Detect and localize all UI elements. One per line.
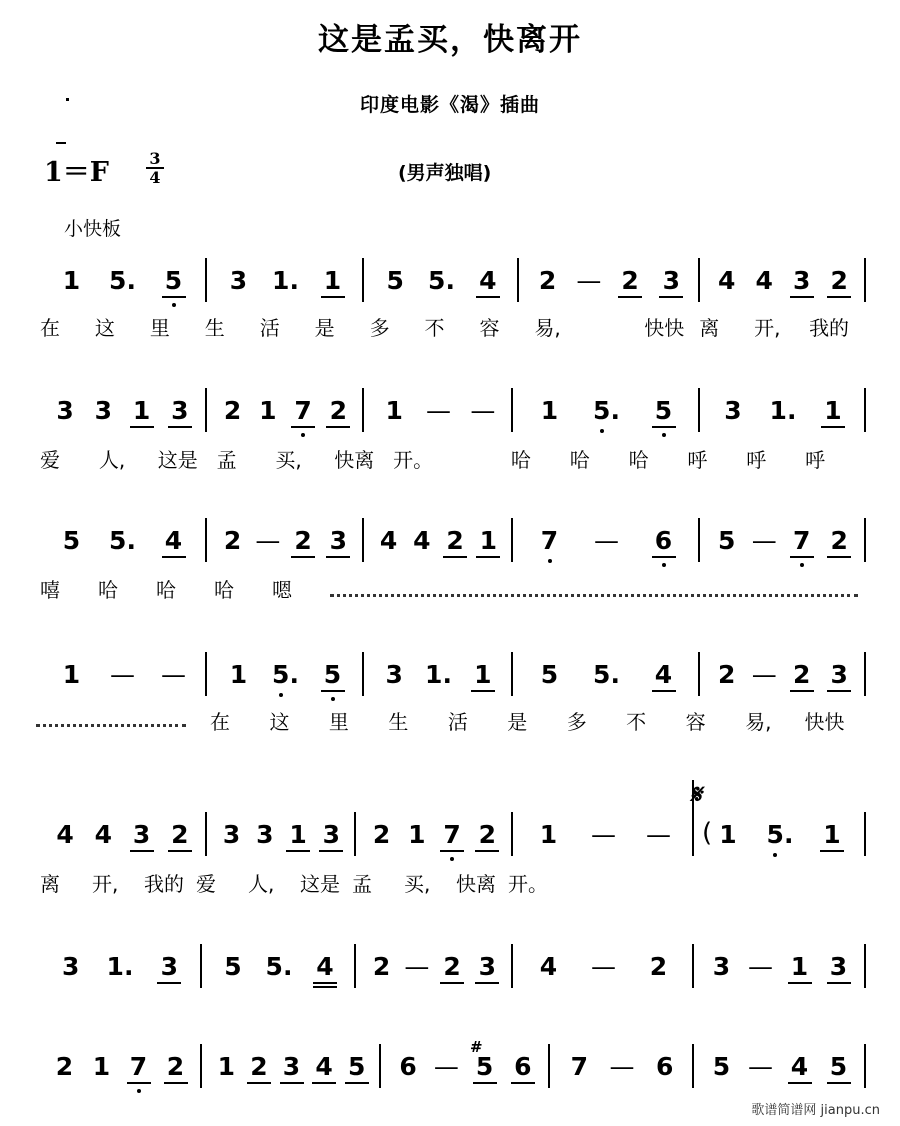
note: 3 [160, 952, 179, 981]
note: 1 [823, 820, 841, 849]
eighth-underline [168, 426, 192, 428]
bar-line [548, 1044, 550, 1088]
eighth-underline [286, 850, 310, 852]
bar-line [362, 518, 364, 562]
lyric-text: 快离 [334, 448, 375, 472]
note: 1 [790, 952, 809, 981]
dash-note: — [110, 660, 135, 689]
dash-note: — [748, 952, 773, 981]
note: 5 [164, 266, 183, 295]
note: 7 [294, 396, 312, 425]
note: 1 [540, 396, 559, 425]
dash-note: — [751, 660, 777, 689]
lower-octave-dot [600, 429, 604, 433]
lyric-text: 这 [269, 710, 290, 734]
eighth-underline [790, 556, 814, 558]
eighth-underline [443, 556, 467, 558]
note: 1 [474, 660, 492, 689]
note: 5 [323, 660, 342, 689]
eighth-underline [473, 1082, 497, 1084]
lyric-text: 不 [626, 710, 647, 734]
dash-note: — [161, 660, 186, 689]
note: 5. [766, 820, 794, 849]
lyric-text: 哈 [510, 448, 531, 472]
note: 1 [824, 396, 842, 425]
bar-line [698, 388, 700, 432]
eighth-underline [345, 1082, 369, 1084]
lyric-text: 嗯 [272, 578, 292, 602]
note: 1 [62, 266, 81, 295]
watermark: 歌谱简谱网 jianpu.cn [751, 1103, 880, 1118]
eighth-underline [820, 850, 844, 852]
bar-line [864, 1044, 866, 1088]
eighth-underline [790, 690, 814, 692]
note: 4 [316, 952, 334, 981]
lyric-text: 我的 [809, 316, 850, 340]
lyric-text: 呼 [687, 448, 708, 472]
note: 5. [265, 952, 293, 981]
eighth-underline [321, 296, 345, 298]
note: 1 [92, 1052, 111, 1081]
note: 3 [793, 266, 811, 295]
lyric-text: 呼 [805, 448, 826, 472]
note: 2 [830, 266, 848, 295]
bar-line [692, 1044, 694, 1088]
eighth-underline [164, 1082, 188, 1084]
lower-octave-dot [172, 303, 176, 307]
time-denominator: 4 [149, 168, 161, 187]
note: 6 [655, 1052, 674, 1081]
eighth-underline [440, 982, 464, 984]
bar-line [205, 258, 207, 302]
note: 5 [829, 1052, 848, 1081]
eighth-underline [659, 296, 683, 298]
note: 3 [662, 266, 681, 295]
bar-line [864, 258, 866, 302]
note: 1 [132, 396, 151, 425]
note: 3 [282, 1052, 301, 1081]
note: 3 [94, 396, 113, 425]
lyric-text: 嘻 [40, 578, 60, 602]
eighth-underline [291, 426, 315, 428]
lyric-text: 这 [94, 316, 115, 340]
lyric-text: 生 [388, 710, 409, 734]
eighth-underline [827, 690, 851, 692]
eighth-underline [313, 982, 337, 984]
dash-note: — [433, 1052, 459, 1081]
note: 4 [755, 266, 773, 295]
note: 3 [712, 952, 731, 981]
note: 5. [109, 266, 136, 295]
lyric-text: 哈 [628, 448, 649, 472]
note: 4 [379, 526, 398, 555]
bar-line [511, 388, 513, 432]
note: 4 [654, 660, 673, 689]
note: 3 [829, 952, 848, 981]
note: 4 [539, 952, 558, 981]
bar-line [864, 652, 866, 696]
note: 1. [106, 952, 134, 981]
note: 5 [718, 526, 736, 555]
lyric-text: 人, [98, 448, 126, 472]
note: 5. [428, 266, 455, 295]
dash-note: — [576, 266, 602, 295]
bar-line [511, 518, 513, 562]
note: 3 [132, 820, 151, 849]
note: 3 [385, 660, 403, 689]
eighth-underline [321, 690, 345, 692]
time-numerator: 3 [146, 150, 164, 169]
dash-note: — [404, 952, 430, 981]
lyric-text: 容 [479, 316, 500, 340]
bar-line [205, 518, 207, 562]
eighth-underline [130, 850, 154, 852]
note: 3 [322, 820, 341, 849]
note: 2 [372, 952, 391, 981]
note: 7 [129, 1052, 148, 1081]
lyric-text: 我的 [144, 872, 184, 896]
eighth-underline [652, 556, 676, 558]
eighth-underline [476, 296, 500, 298]
eighth-underline [247, 1082, 271, 1084]
note: 1. [272, 266, 299, 295]
lyric-text: 在 [210, 710, 230, 734]
note: 2 [372, 820, 391, 849]
lyric-text: 开。 [508, 872, 548, 896]
note: 2 [621, 266, 639, 295]
eighth-underline [618, 296, 642, 298]
eighth-underline [326, 426, 350, 428]
lyric-text: 在 [40, 316, 60, 340]
page-subtitle: 印度电影《渴》插曲 [359, 94, 540, 116]
lyric-text: 易, [745, 710, 772, 734]
eighth-underline [162, 556, 186, 558]
eighth-underline [652, 426, 676, 428]
eighth-underline [790, 296, 814, 298]
lower-octave-dot [450, 857, 454, 861]
note: 1. [425, 660, 452, 689]
note: 5 [386, 266, 404, 295]
note: 5 [712, 1052, 731, 1081]
segno-sign: 𝄋 [690, 780, 702, 810]
lyric-text: 呼 [746, 448, 767, 472]
note: 1 [323, 266, 342, 295]
note: 2 [830, 526, 848, 555]
bar-line [379, 1044, 381, 1088]
note: 5 [540, 660, 559, 689]
note: 1 [539, 820, 558, 849]
note: 1 [217, 1052, 235, 1081]
eighth-underline [168, 850, 192, 852]
note: 1 [259, 396, 277, 425]
bar-line [511, 652, 513, 696]
dash-note: — [591, 820, 616, 849]
note: 7 [540, 526, 559, 555]
note: 1 [408, 820, 426, 849]
bar-line [698, 652, 700, 696]
bar-line [362, 652, 364, 696]
note: 4 [479, 266, 497, 295]
lyric-text: 里 [328, 710, 349, 734]
eighth-underline [127, 1082, 151, 1084]
eighth-underline [319, 850, 343, 852]
dash-note: — [748, 1052, 773, 1081]
lyric-text: 爱 [40, 448, 60, 472]
lyric-text: 是 [507, 710, 528, 734]
eighth-underline [788, 1082, 812, 1084]
dash-note: — [609, 1052, 635, 1081]
note: 3 [478, 952, 497, 981]
sixteenth-underline [313, 986, 337, 988]
lower-octave-dot [331, 697, 335, 701]
eighth-underline [827, 982, 851, 984]
note: 3 [56, 396, 74, 425]
dash-note: — [751, 526, 777, 555]
bar-line [698, 258, 700, 302]
note: 5 [654, 396, 673, 425]
voice-label: (男声独唱) [398, 162, 492, 184]
note: 7 [443, 820, 461, 849]
lyric-text: 买, [275, 448, 302, 472]
eighth-underline [821, 426, 845, 428]
note: 1. [769, 396, 797, 425]
bar-line [200, 944, 202, 988]
tempo-marking: 小快板 [64, 218, 122, 240]
eighth-underline [476, 556, 500, 558]
eighth-underline [475, 850, 499, 852]
lyric-text: 里 [149, 316, 170, 340]
lyric-text: 容 [685, 710, 706, 734]
eighth-underline [312, 1082, 336, 1084]
bar-line [200, 1044, 202, 1088]
lyric-text: 开, [92, 872, 119, 896]
eighth-underline [827, 296, 851, 298]
note: 6 [514, 1052, 532, 1081]
lyric-text: 易, [534, 316, 561, 340]
note: 6 [654, 526, 673, 555]
note: 2 [166, 1052, 185, 1081]
lyric-text: 生 [204, 316, 225, 340]
lyric-text: 哈 [569, 448, 590, 472]
bar-line [354, 944, 356, 988]
page-title: 这是孟买，快离开 [318, 22, 582, 58]
eighth-underline [280, 1082, 304, 1084]
bar-line [692, 944, 694, 988]
note: 5. [109, 526, 136, 555]
note: 2 [329, 396, 348, 425]
lyric-text: 多 [369, 316, 390, 340]
note: 1 [719, 820, 737, 849]
note: 3 [724, 396, 742, 425]
note: 1 [479, 526, 498, 555]
lyric-text: 这是 [300, 872, 340, 896]
note: 3 [171, 396, 189, 425]
dash-note: — [646, 820, 671, 849]
eighth-underline [440, 850, 464, 852]
note: 3 [229, 266, 248, 295]
lyric-text: 活 [447, 710, 468, 734]
note: 1 [289, 820, 307, 849]
lyric-text: 开。 [393, 448, 434, 472]
lyric-text: 人, [248, 872, 275, 896]
time-signature [146, 150, 164, 186]
lower-octave-dot [662, 563, 666, 567]
note: 2 [446, 526, 464, 555]
bar-line [864, 518, 866, 562]
note: 2 [250, 1052, 268, 1081]
hold-dots [330, 594, 858, 597]
bar-line [205, 652, 207, 696]
note: 5. [593, 396, 620, 425]
note: 7 [793, 526, 811, 555]
lyric-text: 爱 [196, 872, 216, 896]
lower-octave-dot [137, 1089, 141, 1093]
eighth-underline [788, 982, 812, 984]
lyric-text: 哈 [214, 578, 234, 602]
note: 4 [56, 820, 74, 849]
note: 3 [222, 820, 241, 849]
note: 4 [413, 526, 431, 555]
sharp-sign: # [470, 1038, 483, 1056]
note: 5 [347, 1052, 366, 1081]
eighth-underline [326, 556, 350, 558]
note: 2 [294, 526, 312, 555]
lyric-text: 活 [259, 316, 280, 340]
lyric-text: 开, [754, 316, 781, 340]
note: 1 [62, 660, 81, 689]
note: 6 [399, 1052, 417, 1081]
dash-note: — [426, 396, 451, 425]
note: 2 [538, 266, 557, 295]
note: 4 [164, 526, 183, 555]
note: 4 [718, 266, 736, 295]
note: 5 [224, 952, 242, 981]
dash-note: — [470, 396, 496, 425]
note: 3 [256, 820, 274, 849]
bar-line [362, 258, 364, 302]
note: 4 [315, 1052, 333, 1081]
bar-line [205, 812, 207, 856]
note: 4 [790, 1052, 809, 1081]
stray-dot [66, 98, 69, 101]
lower-octave-dot [301, 433, 305, 437]
lower-octave-dot [662, 433, 666, 437]
note: 3 [61, 952, 80, 981]
note: 2 [793, 660, 811, 689]
bar-line [205, 388, 207, 432]
lower-octave-dot [548, 559, 552, 563]
bar-line [864, 944, 866, 988]
lyric-text: 不 [424, 316, 445, 340]
note: 5. [593, 660, 620, 689]
lyric-text: 这是 [157, 448, 198, 472]
bar-line [511, 944, 513, 988]
note: 2 [223, 396, 242, 425]
eighth-underline [475, 982, 499, 984]
eighth-underline [652, 690, 676, 692]
lower-octave-dot [279, 693, 283, 697]
lyric-text: 孟 [352, 872, 372, 896]
bar-line [698, 518, 700, 562]
note: 7 [570, 1052, 589, 1081]
bar-line [517, 258, 519, 302]
lyric-text: 多 [566, 710, 587, 734]
lower-octave-dot [773, 853, 777, 857]
lyric-text: 快快 [804, 710, 845, 734]
note: 3 [830, 660, 848, 689]
lyric-text: 哈 [98, 578, 118, 602]
note: 2 [478, 820, 497, 849]
note: 2 [171, 820, 189, 849]
eighth-underline [471, 690, 495, 692]
lyric-text: 快快 [644, 316, 685, 340]
bar-line [362, 388, 364, 432]
lyric-text: 哈 [156, 578, 176, 602]
eighth-underline [157, 982, 181, 984]
stray-tick [56, 142, 66, 144]
lyric-text: 离 [699, 316, 720, 340]
note: 4 [94, 820, 113, 849]
note: 2 [223, 526, 242, 555]
dash-note: — [594, 526, 619, 555]
hold-dots [36, 724, 186, 727]
dash-note: — [255, 526, 281, 555]
eighth-underline [827, 556, 851, 558]
note: 5 [62, 526, 81, 555]
eighth-underline [291, 556, 315, 558]
note: 5. [272, 660, 299, 689]
note: 1 [385, 396, 403, 425]
note: 3 [329, 526, 348, 555]
note: 2 [649, 952, 668, 981]
bar-line [864, 812, 866, 856]
eighth-underline [130, 426, 154, 428]
eighth-underline [162, 296, 186, 298]
note: 2 [443, 952, 461, 981]
lyric-text: 离 [40, 872, 60, 896]
lyric-text: 快离 [456, 872, 496, 896]
bar-line [864, 388, 866, 432]
bar-line [511, 812, 513, 856]
dash-note: — [591, 952, 616, 981]
lyric-text: 孟 [216, 448, 237, 472]
note: 1 [229, 660, 248, 689]
lyric-text: 买, [404, 872, 431, 896]
key-signature: 1＝F [44, 157, 109, 188]
lower-octave-dot [800, 563, 804, 567]
lyric-text: 是 [314, 316, 335, 340]
bar-line [354, 812, 356, 856]
eighth-underline [511, 1082, 535, 1084]
note: 5 [475, 1052, 494, 1081]
note: 2 [55, 1052, 74, 1081]
note: 2 [718, 660, 736, 689]
open-paren: ( [702, 818, 713, 848]
eighth-underline [827, 1082, 851, 1084]
